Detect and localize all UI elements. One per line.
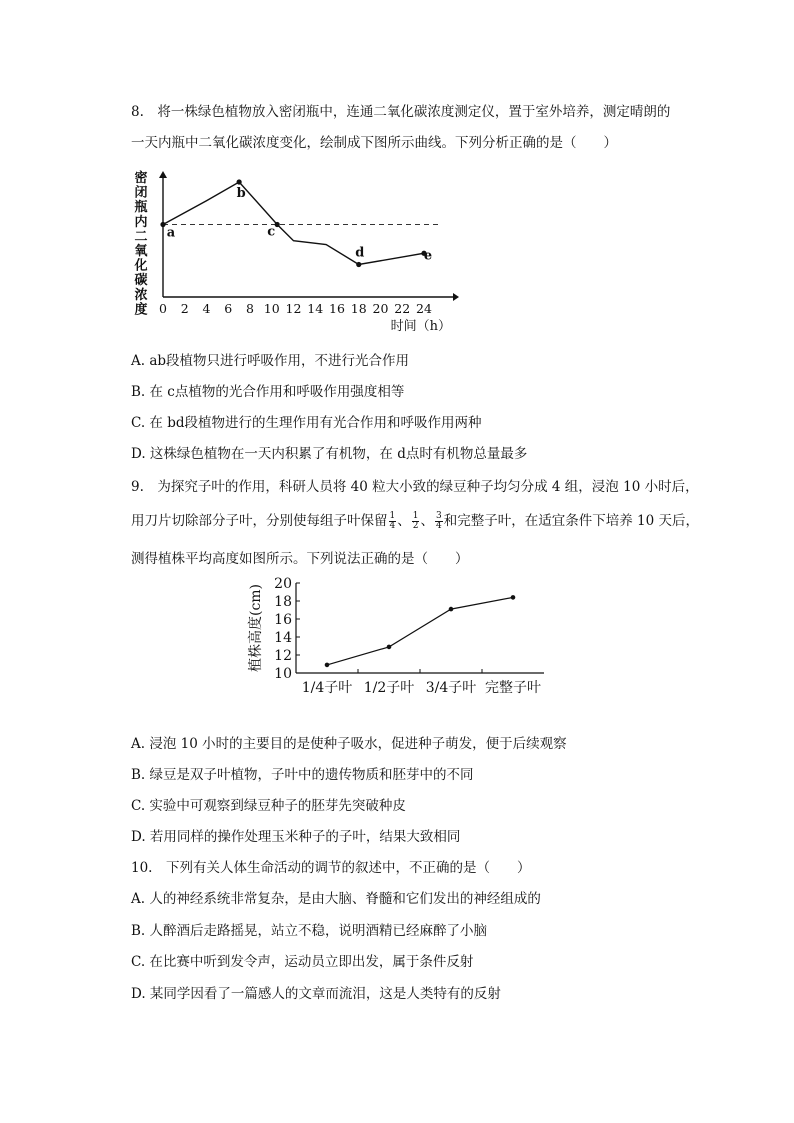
y-axis-label-char: 内 [134, 214, 148, 230]
data-point-b [237, 179, 242, 184]
q10-option-b: B. 人醉酒后走路摇晃，站立不稳，说明酒精已经麻醉了小脑 [131, 923, 488, 939]
x-tick-label: 3/4子叶 [425, 680, 477, 696]
fraction-denominator: 4 [435, 521, 442, 531]
data-point [511, 595, 516, 600]
q9-option-c: C. 实验中可观察到绿豆种子的胚芽先突破种皮 [131, 798, 406, 814]
x-axis-label: 时间（h） [390, 319, 451, 334]
y-axis-label-char: 瓶 [134, 200, 148, 216]
x-tick-label: 8 [246, 301, 254, 316]
y-axis-label-char: 碳 [134, 273, 148, 289]
q8-option-c: C. 在 bd段植物进行的生理作用有光合作用和呼吸作用两种 [131, 415, 482, 431]
fraction-separator: 、 [420, 513, 434, 529]
co2-curve [163, 182, 424, 265]
fraction-denominator: 4 [389, 521, 396, 531]
y-tick-label: 18 [274, 594, 292, 610]
fraction-one-half [412, 512, 420, 531]
q10-option-c: C. 在比赛中听到发令声，运动员立即出发，属于条件反射 [131, 954, 474, 970]
point-label-a: a [166, 225, 176, 241]
q10-stem: 10. 下列有关人体生命活动的调节的叙述中，不正确的是（ ） [131, 860, 531, 876]
fraction-numerator: 3 [435, 511, 442, 521]
data-point-a [160, 222, 165, 227]
q8-option-b: B. 在 c点植物的光合作用和呼吸作用强度相等 [131, 384, 405, 400]
data-point-d [356, 262, 361, 267]
y-axis-label-char: 闭 [134, 185, 148, 201]
x-tick-label: 12 [285, 301, 302, 316]
y-axis-label-char: 浓 [134, 287, 148, 303]
q9-option-d: D. 若用同样的操作处理玉米种子的子叶，结果大致相同 [131, 829, 461, 845]
x-axis-arrow [453, 293, 459, 301]
point-label-d: d [355, 245, 365, 261]
q9-option-a: A. 浸泡 10 小时的主要目的是使种子吸水，促进种子萌发，便于后续观察 [131, 736, 567, 752]
x-tick-label: 14 [307, 301, 324, 316]
point-label-c: c [267, 224, 276, 240]
point-label-b: b [236, 186, 246, 201]
q8-stem-line2: 一天内瓶中二氧化碳浓度变化，绘制成下图所示曲线。下列分析正确的是（ ） [131, 135, 617, 151]
y-tick-label: 20 [274, 576, 292, 592]
q9-option-b: B. 绿豆是双子叶植物，子叶中的遗传物质和胚芽中的不同 [131, 767, 474, 783]
q8-option-a: A. ab段植物只进行呼吸作用，不进行光合作用 [131, 353, 410, 369]
y-axis-label: 植株高度(cm) [248, 583, 264, 673]
x-tick-label: 24 [416, 301, 432, 316]
data-point-c [275, 222, 280, 227]
q9-stem-line2-pre: 用刀片切除部分子叶，分别使每组子叶保留 [131, 513, 388, 529]
y-tick-label: 10 [274, 666, 292, 682]
x-tick-label: 22 [394, 301, 411, 316]
y-tick-label: 12 [274, 648, 292, 664]
x-tick-label: 4 [202, 301, 211, 316]
data-point [387, 645, 392, 650]
height-line [327, 597, 513, 665]
y-axis-label-char: 二 [134, 229, 148, 245]
co2-concentration-chart [128, 168, 473, 340]
plant-height-chart [240, 574, 560, 700]
x-tick-label: 18 [350, 301, 367, 316]
fraction-one-quarter [389, 512, 397, 531]
fraction-denominator: 2 [412, 521, 419, 531]
x-tick-label: 0 [159, 301, 167, 316]
x-tick-label: 完整子叶 [485, 680, 541, 696]
y-tick-label: 16 [274, 612, 292, 628]
q10-option-d: D. 某同学因看了一篇感人的文章而流泪，这是人类特有的反射 [131, 986, 501, 1002]
y-axis-label-char: 密 [134, 171, 148, 186]
x-tick-label: 16 [329, 301, 345, 316]
q9-stem-line1: 9. 为探究子叶的作用，科研人员将 40 粒大小致的绿豆种子均匀分成 4 组，浸泡 10 小时后， [131, 479, 699, 495]
data-point [325, 663, 330, 668]
fraction-three-quarters [435, 512, 443, 531]
fraction-numerator: 1 [389, 511, 396, 521]
data-point [449, 607, 454, 612]
q8-option-d: D. 这株绿色植物在一天内积累了有机物，在 d点时有机物总量最多 [131, 446, 528, 462]
q9-stem-line2 [131, 511, 699, 531]
x-tick-label: 1/4子叶 [301, 680, 353, 696]
q9-stem-line3: 测得植株平均高度如图所示。下列说法正确的是（ ） [131, 551, 469, 567]
y-axis-label-char: 化 [134, 258, 148, 274]
x-tick-label: 2 [180, 301, 189, 316]
x-tick-label: 1/2子叶 [363, 680, 415, 696]
fraction-numerator: 1 [412, 511, 419, 521]
q8-stem-line1: 8. 将一株绿色植物放入密闭瓶中，连通二氧化碳浓度测定仪，置于室外培养，测定晴朗的 [131, 104, 671, 120]
point-label-e: e [423, 248, 433, 264]
fraction-separator: 、 [397, 513, 411, 529]
x-tick-label: 20 [372, 301, 389, 316]
x-tick-label: 6 [224, 301, 233, 316]
x-tick-label: 10 [263, 301, 280, 316]
y-axis-arrow [159, 171, 167, 178]
q10-option-a: A. 人的神经系统非常复杂，是由大脑、脊髓和它们发出的神经组成的 [131, 891, 541, 907]
y-axis-label-char: 度 [134, 302, 148, 318]
q9-stem-line2-post: 和完整子叶，在适宜条件下培养 10 天后， [443, 513, 699, 529]
y-axis-label-char: 氧 [134, 244, 148, 259]
y-tick-label: 14 [274, 630, 292, 646]
